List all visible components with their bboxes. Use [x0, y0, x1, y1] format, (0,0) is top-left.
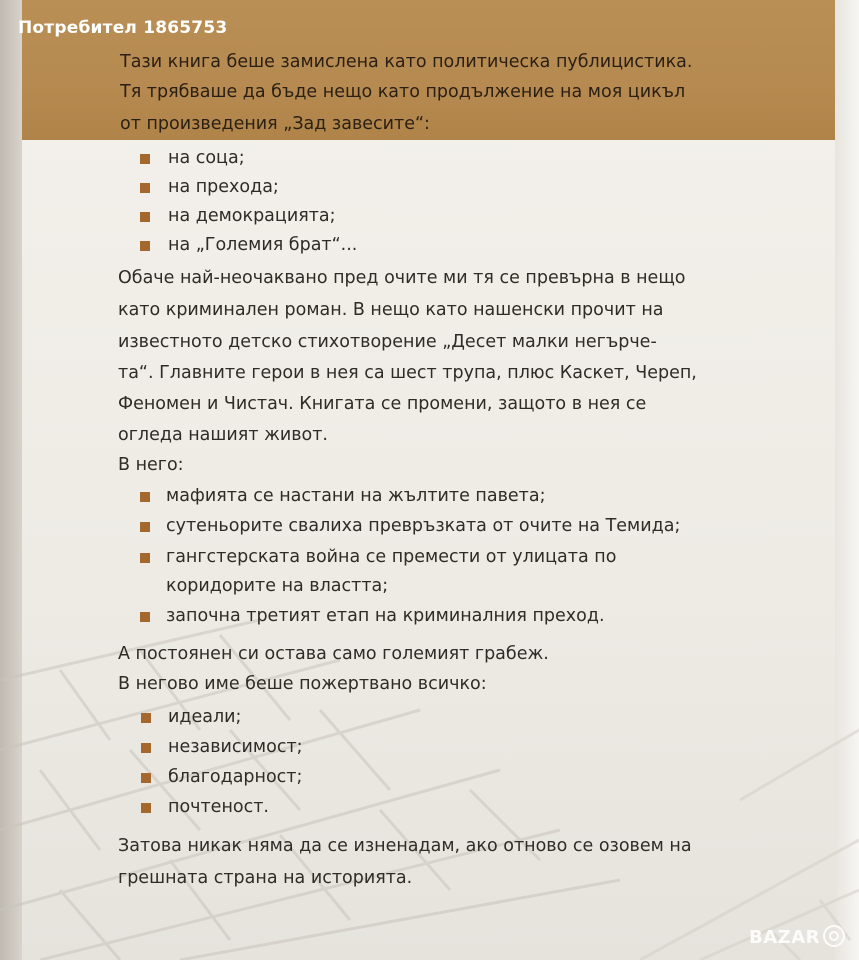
list-item: започна третият етап на криминалния преход. [166, 606, 605, 626]
intro-line: от произведения „Зад завесите“: [120, 114, 430, 134]
bullet-icon [140, 183, 150, 193]
list-item: почтеност. [168, 797, 269, 817]
paragraph-line: А постоянен си остава само големият грабеж. [118, 644, 549, 664]
bullet-icon [140, 492, 150, 502]
paragraph-line: В негово име беше пожертвано всичко: [118, 674, 487, 694]
list-item: на соца; [168, 148, 245, 168]
paragraph-line: огледа нашият живот. [118, 425, 328, 445]
paragraph-line: Обаче най-неочаквано пред очите ми тя се превърна в нещо [118, 268, 686, 288]
paragraph-line: та“. Главните герои в нея са шест трупа, плюс Каскет, Череп, [118, 363, 697, 383]
list-item: идеали; [168, 707, 242, 727]
bullet-icon [141, 803, 151, 813]
site-watermark [749, 925, 845, 948]
list-item: на прехода; [168, 177, 279, 197]
list-item: благодарност; [168, 767, 303, 787]
list-item: на „Големия брат“... [168, 235, 358, 255]
paragraph-line: Затова никак няма да се изненадам, ако отново се озовем на [118, 836, 692, 856]
list-item: сутеньорите свалиха превръзката от очите на Темида; [166, 516, 681, 536]
list-item-continued: коридорите на властта; [166, 576, 389, 596]
watermark-text: BAZAR [749, 927, 820, 948]
seller-username: Потребител 1865753 [18, 18, 228, 38]
list-item: гангстерската война се премести от улицата по [166, 547, 617, 567]
bullet-icon [141, 773, 151, 783]
paragraph-line: В него: [118, 455, 184, 475]
paragraph-line: Феномен и Чистач. Книгата се промени, защото в нея се [118, 394, 647, 414]
bullet-icon [140, 553, 150, 563]
intro-line: Тя трябваше да бъде нещо като продължение на моя цикъл [120, 82, 686, 102]
paragraph-line: известното детско стихотворение „Десет малки негърче- [118, 332, 657, 352]
watermark-logo-icon [823, 925, 845, 947]
bullet-icon [140, 612, 150, 622]
bullet-icon [140, 241, 150, 251]
bullet-icon [140, 154, 150, 164]
paragraph-line: грешната страна на историята. [118, 868, 413, 888]
bullet-icon [141, 743, 151, 753]
bullet-icon [141, 713, 151, 723]
paragraph-line: като криминален роман. В нещо като нашенски прочит на [118, 300, 664, 320]
bullet-icon [140, 212, 150, 222]
list-item: независимост; [168, 737, 303, 757]
list-item: на демокрацията; [168, 206, 336, 226]
intro-line: Тази книга беше замислена като политическа публицистика. [120, 52, 693, 72]
list-item: мафията се настани на жълтите павета; [166, 486, 546, 506]
bullet-icon [140, 522, 150, 532]
